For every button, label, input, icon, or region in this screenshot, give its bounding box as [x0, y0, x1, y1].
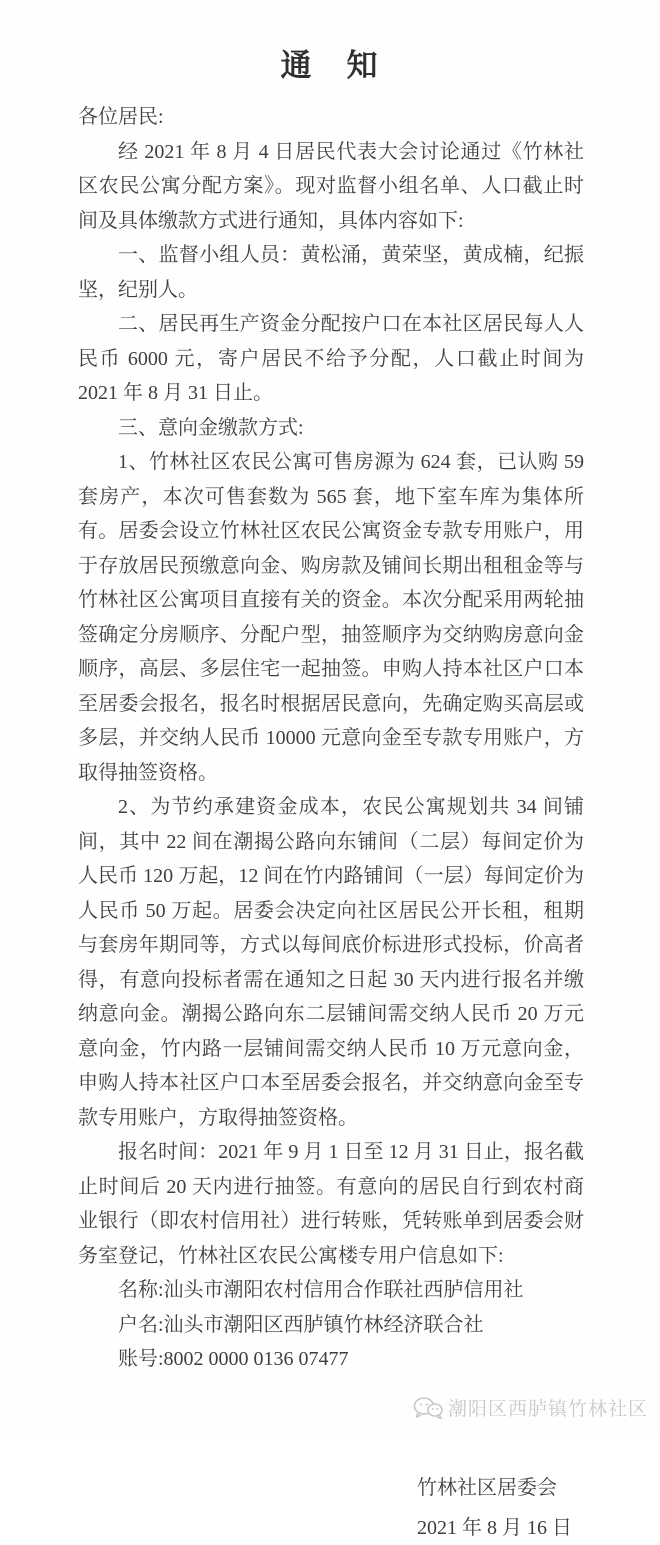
date: 2021 年 8 月 16 日	[417, 1516, 572, 1539]
paragraph-shop-lease: 2、为节约承建资金成本，农民公寓规划共 34 间铺间，其中 22 间在潮揭公路向东铺间（二层）每间定价为人民币 120 万起，12 间在竹内路铺间（一层）每间定价为人民币 50 万起。居委会决定向社区居民公开长租，租期与套房年期同等，方式以每间底价标进形式投标，价高者得，有意向投标者需在通知之日起 30 天内进行报名并缴纳意向金。潮揭公路向东二层铺间需交纳人民币 20 万元意向金，竹内路一层铺间需交纳人民币 10 万元意向金，申购人持本社区户口本至居委会报名，并交纳意向金至专款专用账户，方取得抽签资格。	[78, 796, 584, 1129]
paragraph-payment-method-heading: 三、意向金缴款方式:	[118, 416, 304, 439]
paragraph-supervision-group: 一、监督小组人员：黄松涌，黄荣坚，黄成楠，纪振坚，纪别人。	[78, 244, 584, 301]
signature-block	[0, 1471, 660, 1545]
paragraph-fund-distribution: 二、居民再生产资金分配按户口在本社区居民每人人民币 6000 元，寄户居民不给予分配，人口截止时间为 2021 年 8 月 31 日止。	[78, 313, 584, 404]
watermark	[413, 1394, 648, 1421]
salutation: 各位居民:	[78, 106, 164, 128]
paragraph-intro: 经 2021 年 8 月 4 日居民代表大会讨论通过《竹林社区农民公寓分配方案》。现对监督小组名单、人口截止时间及具体缴款方式进行通知，具体内容如下:	[78, 140, 584, 232]
wechat-icon	[413, 1396, 443, 1420]
paragraph-apartment-sale: 1、竹林社区农民公寓可售房源为 624 套，已认购 59 套房产，本次可售套数为 565 套，地下室车库为集体所有。居委会设立竹林社区农民公寓资金专款专用账户，用于存放居民预缴意向金、购房款及铺间长期出租租金等与竹林社区公寓项目直接有关的资金。本次分配采用两轮抽签确定分房顺序、分配户型，抽签顺序为交纳购房意向金顺序，高层、多层住宅一起抽签。申购人持本社区户口本至居委会报名，报名时根据居民意向，先确定购买高层或多层，并交纳人民币 10000 元意向金至专款专用账户，方取得抽签资格。	[78, 451, 584, 784]
bank-account-name: 户名:汕头市潮阳区西胪镇竹林经济联合社	[118, 1313, 484, 1336]
paragraph-registration-time: 报名时间：2021 年 9 月 1 日至 12 月 31 日止，报名截止时间后 20 天内进行抽签。有意向的居民自行到农村商业银行（即农村信用社）进行转账，凭转账单到居委会财务室登记，竹林社区农民公寓楼专用户信息如下:	[78, 1141, 584, 1267]
document-title: 通 知	[280, 48, 380, 83]
signature: 竹林社区居委会	[417, 1476, 557, 1499]
watermark-label: 潮阳区西胪镇竹林社区	[447, 1399, 648, 1420]
bank-name: 名称:汕头市潮阳农村信用合作联社西胪信用社	[118, 1279, 524, 1301]
bank-account-number: 账号:8002 0000 0136 07477	[118, 1348, 349, 1370]
